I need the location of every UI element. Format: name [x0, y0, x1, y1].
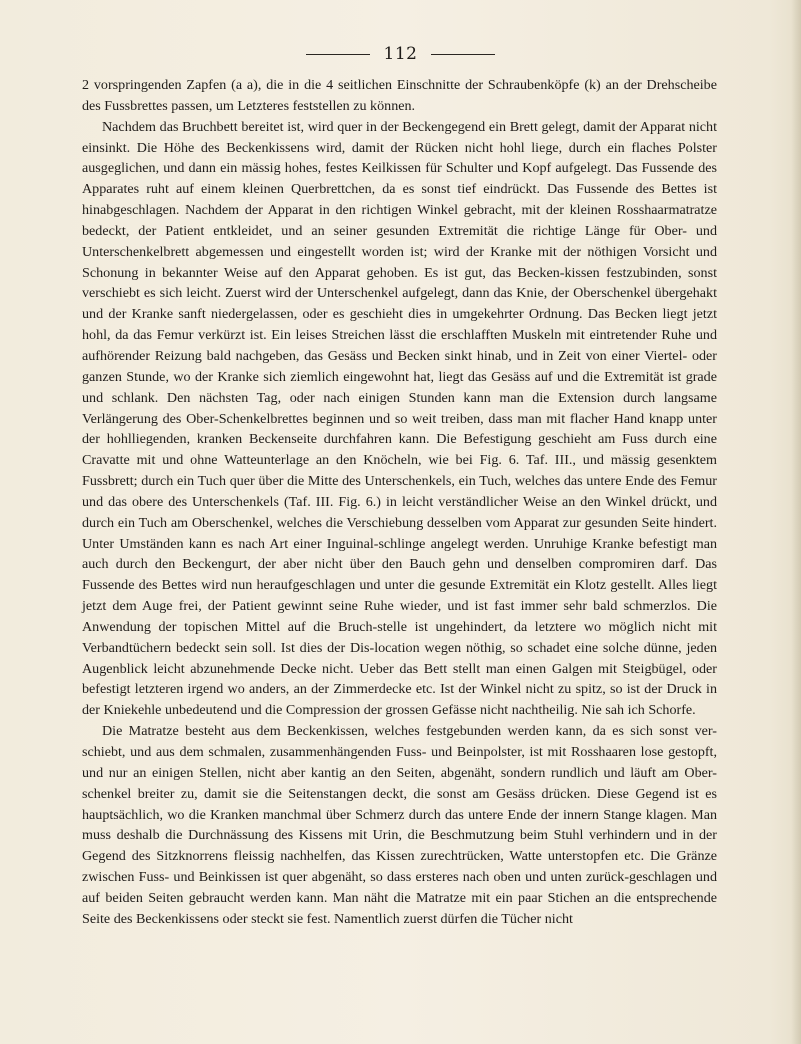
- paragraph-2: Nachdem das Bruchbett bereitet ist, wird quer in der Beckengegend ein Brett gelegt, damit der Apparat nicht einsinkt. Die Höhe des Beckenkissens wird, damit der Rücken nicht hohl liege, durch ein flaches Polster ausgeglichen, und dann ein mässig hohes, festes Keilkissen für Schulter und Kopf aufgelegt. Das Fussende des Apparates ruht auf einem kleinen Querbrettchen, da es sonst tief eindrückt. Das Fussende des Bettes ist hinabgeschlagen. Nachdem der Apparat in den richtigen Winkel gebracht, mit der kleinen Rosshaarmatratze bedeckt, der Patient entkleidet, und an seiner gesunden Extremität die richtige Länge für Ober- und Unterschenkelbrett abgemessen und eingestellt worden ist; wird der Kranke mit der nöthigen Vorsicht und Schonung in bekannter Weise auf den Apparat gehoben. Es ist gut, das Becken-kissen festzubinden, sonst verschiebt es sich leicht. Zuerst wird der Unterschenkel aufgelegt, dann das Knie, der Oberschenkel übergehakt und der Kranke sanft niedergelassen, oder es geschieht dies in umgekehrter Ordnung. Das Becken liegt jetzt hohl, da das Femur verkürzt ist. Ein leises Streichen lässt die erschlafften Muskeln mit eintretender Ruhe und aufhörender Reizung bald nachgeben, das Gesäss und Becken sinkt hinab, und in Zeit von einer Viertel- oder ganzen Stunde, wo der Kranke sich ziemlich eingewohnt hat, liegt das Gesäss auf und die Extremität ist grade und schlank. Den nächsten Tag, oder nach einigen Stunden kann man die Extension durch langsame Verlängerung des Ober-Schenkelbrettes beginnen und so weit treiben, dass man mit flacher Hand knapp unter der hohlliegenden, kranken Beckenseite durchfahren kann. Die Befestigung geschieht am Fuss durch eine Cravatte mit und ohne Watteunterlage an den Knöcheln, wie bei Fig. 6. Taf. III., und mässig gesenktem Fussbrett; durch ein Tuch quer über die Mitte des Unterschenkels, ein Tuch, welches das untere Ende des Femur und das obere des Unterschenkels (Taf. III. Fig. 6.) in leicht verständlicher Weise an den Winkel drückt, und durch ein Tuch am Oberschenkel, welches die Verschiebung desselben vom Apparat zur gesunden Seite hindert. Unter Umständen kann es nach Art einer Inguinal-schlinge angelegt werden. Unruhige Kranke befestigt man auch durch den Beckengurt, der aber nicht über den Bauch gehn und denselben compromiren darf. Das Fussende des Bettes wird nun heraufgeschlagen und unter die gesunde Extremität ein Klotz gestellt. Alles liegt jetzt dem Auge frei, der Patient gewinnt seine Ruhe wieder, und ist fast immer sehr bald schmerzlos. Die Anwendung der topischen Mittel auf die Bruch-stelle ist ungehindert, da letztere wo möglich nicht mit Verbandtüchern bedeckt sein soll. Ist dies der Dis-location wegen nöthig, so schadet eine solche dünne, jeden Augenblick leicht abzunehmende Decke nicht. Ueber das Bett stellt man einen Galgen mit Steigbügel, oder befestigt letzteren irgend wo anders, an der Zimmerdecke etc. Ist der Winkel nicht zu spitz, so ist der Druck in der Kniekehle unbedeutend und die Compression der grossen Gefässe nicht nachtheilig. Nie sah ich Schorfe.: [82, 118, 717, 719]
- header-rule-left: [306, 54, 370, 55]
- header-rule-right: [431, 54, 495, 55]
- body-text: [82, 75, 717, 930]
- page-header: [0, 44, 801, 64]
- paragraph-3: Die Matratze besteht aus dem Beckenkissen, welches festgebunden werden kann, da es sich sonst ver-schiebt, und aus dem schmalen, zusammenhängenden Fuss- und Beinpolster, ist mit Rosshaaren lose gestopft, und nur an einigen Stellen, nicht aber kantig an den Seiten, abgenäht, sondern rundlich und läuft am Ober-schenkel breiter zu, damit sie die Seitenstangen deckt, die sonst am Gesäss drücken. Diese Gegend ist es hauptsächlich, wo die Kranken manchmal über Schmerz durch das untere Ende der innern Stange klagen. Man muss deshalb die Durchnässung des Kissens mit Urin, die Beschmutzung beim Stuhl verhindern und in der Gegend des Sitzknorrens fleissig nachhelfen, das Kissen zurechtrücken, Watte unterstopfen etc. Die Gränze zwischen Fuss- und Beinkissen ist quer abgenäht, so dass ersteres nach oben und unten zurück-geschlagen und auf beiden Seiten gebraucht werden kann. Man näht die Matratze mit ein paar Stichen an die entsprechende Seite des Beckenkissens oder steckt sie fest. Namentlich zuerst dürfen die Tücher nicht: [82, 723, 717, 927]
- page-edge-shadow: [791, 0, 801, 1044]
- paragraph-1: 2 vorspringenden Zapfen (a a), die in die 4 seitlichen Einschnitte der Schraubenköpfe (k) an der Drehscheibe des Fussbrettes passen, um Letzteres feststellen zu können.: [82, 77, 717, 114]
- page-number: 112: [383, 44, 418, 64]
